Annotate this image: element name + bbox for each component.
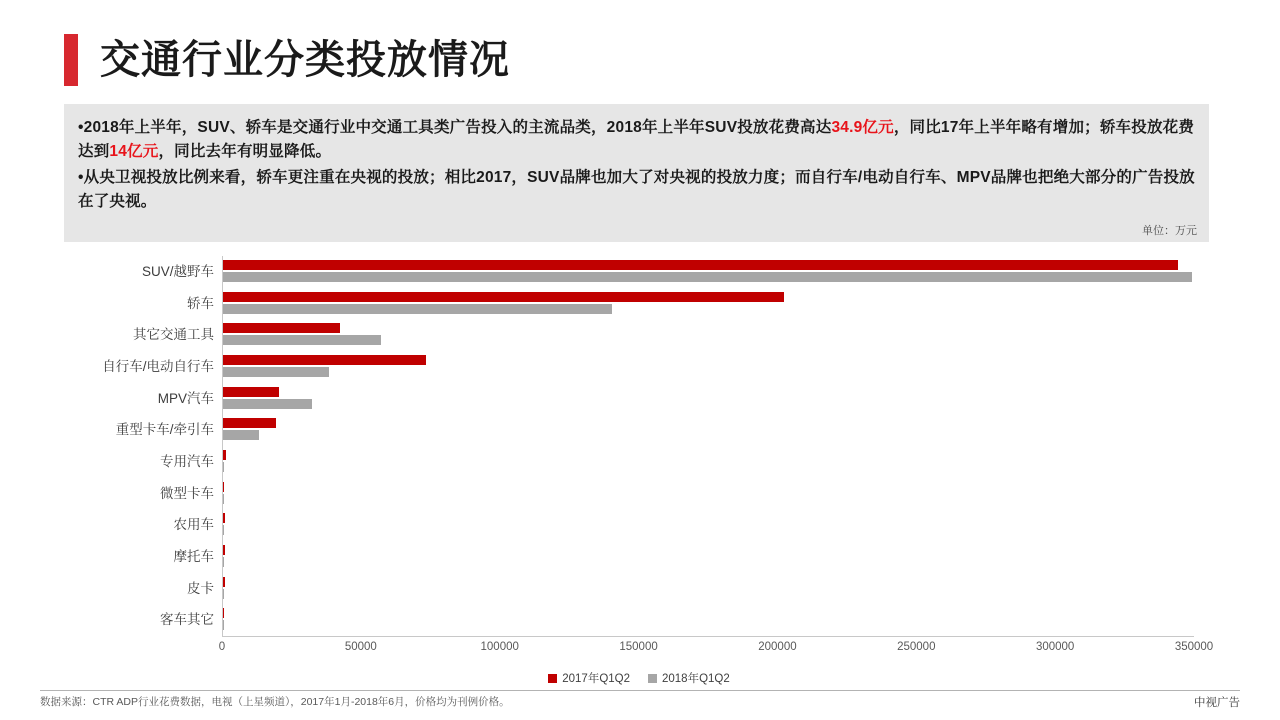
- value-axis: [218, 636, 1214, 659]
- summary-highlight-2: 14亿元: [109, 143, 159, 161]
- chart-row: [223, 256, 1194, 288]
- category-label: MPV汽车: [157, 390, 214, 406]
- summary-line-1: [78, 116, 1195, 164]
- value-axis-tick: 250000: [897, 641, 936, 653]
- value-axis-tick: 0: [218, 641, 226, 653]
- summary-highlight-1: 34.9亿元: [831, 119, 894, 136]
- bar-series-2017: [223, 577, 225, 587]
- bar-series-2018: [223, 494, 224, 504]
- unit-label: 单位：万元: [1142, 225, 1197, 237]
- bar-chart: [64, 250, 1214, 685]
- bar-series-2017: [223, 608, 224, 618]
- bar-series-2018: [223, 367, 329, 377]
- value-axis-tick: 350000: [1174, 641, 1214, 653]
- bar-series-2018: [223, 399, 312, 409]
- chart-row: [223, 478, 1194, 510]
- title-accent-bar: [64, 34, 78, 86]
- value-axis-tick: 150000: [619, 641, 658, 653]
- chart-row: [223, 509, 1194, 541]
- legend-swatch: [648, 674, 657, 683]
- category-label: 微型卡车: [160, 485, 214, 501]
- chart-row: [223, 319, 1194, 351]
- legend-item[interactable]: [648, 670, 730, 686]
- page-title-bar: [64, 34, 510, 86]
- value-axis-tick: 100000: [480, 641, 519, 653]
- category-label: SUV/越野车: [141, 263, 214, 279]
- chart-legend: [64, 670, 1214, 686]
- bar-series-2017: [223, 387, 279, 397]
- summary-line-2: •从央卫视投放比例来看，轿车更注重在央视的投放；相比2017，SUV品牌也加大了对央视的投放力度；而自行车/电动自行车、MPV品牌也把绝大部分的广告投放在了央视。: [78, 169, 1195, 211]
- value-axis-tick: 50000: [344, 641, 377, 653]
- bar-series-2018: [223, 335, 381, 345]
- category-label: 皮卡: [187, 580, 214, 596]
- bar-series-2018: [223, 620, 224, 630]
- bar-series-2017: [223, 355, 426, 365]
- chart-row: [223, 541, 1194, 573]
- legend-label: 2017年Q1Q2: [562, 673, 630, 685]
- chart-row: [223, 288, 1194, 320]
- bar-series-2017: [223, 450, 226, 460]
- legend-label: 2018年Q1Q2: [662, 673, 730, 685]
- bar-series-2017: [223, 513, 225, 523]
- bar-series-2017: [223, 482, 224, 492]
- bar-series-2018: [223, 272, 1192, 282]
- footer-brand: 中视广告: [1194, 697, 1240, 709]
- category-label: 客车其它: [160, 612, 214, 628]
- legend-item[interactable]: [548, 670, 630, 686]
- bar-series-2018: [223, 430, 259, 440]
- bar-series-2017: [223, 323, 340, 333]
- chart-inner: [64, 250, 1214, 685]
- category-label: 自行车/电动自行车: [102, 358, 214, 374]
- category-label: 专用汽车: [160, 453, 214, 469]
- bar-series-2018: [223, 557, 224, 567]
- value-axis-tick: 200000: [758, 641, 797, 653]
- bar-series-2018: [223, 462, 224, 472]
- bar-series-2018: [223, 304, 612, 314]
- category-label: 轿车: [187, 295, 214, 311]
- category-label: 摩托车: [173, 548, 214, 564]
- footer-divider: [40, 690, 1240, 691]
- summary-text-1c: ，同比去年有明显降低。: [158, 143, 332, 161]
- legend-swatch: [548, 674, 557, 683]
- bar-series-2017: [223, 545, 225, 555]
- chart-row: [223, 573, 1194, 605]
- chart-row: [223, 604, 1194, 636]
- chart-row: [223, 383, 1194, 415]
- bar-series-2018: [223, 589, 224, 599]
- category-label: 重型卡车/牵引车: [115, 422, 214, 438]
- value-axis-tick: 300000: [1035, 641, 1075, 653]
- bar-series-2017: [223, 292, 784, 302]
- footer-source-note: 数据来源：CTR ADP行业花费数据，电视（上星频道），2017年1月-2018年6月，价格均为刊例价格。: [40, 696, 510, 708]
- category-label: 农用车: [173, 517, 214, 533]
- category-label: 其它交通工具: [133, 327, 214, 343]
- chart-plot-area: [222, 256, 1194, 636]
- summary-box: [64, 104, 1209, 242]
- summary-text-1b: ，同比17年上半年略有增加；轿车投放花费达到: [78, 119, 1195, 161]
- summary-text-1a: •2018年上半年，SUV、轿车是交通行业中交通工具类广告投入的主流品类，2018年上半年SUV投放花费高达: [78, 119, 832, 136]
- bar-series-2017: [223, 260, 1178, 270]
- chart-row: [223, 351, 1194, 383]
- bar-series-2017: [223, 418, 276, 428]
- chart-row: [223, 446, 1194, 478]
- chart-row: [223, 414, 1194, 446]
- page-title: 交通行业分类投放情况: [100, 38, 510, 82]
- bar-series-2018: [223, 525, 224, 535]
